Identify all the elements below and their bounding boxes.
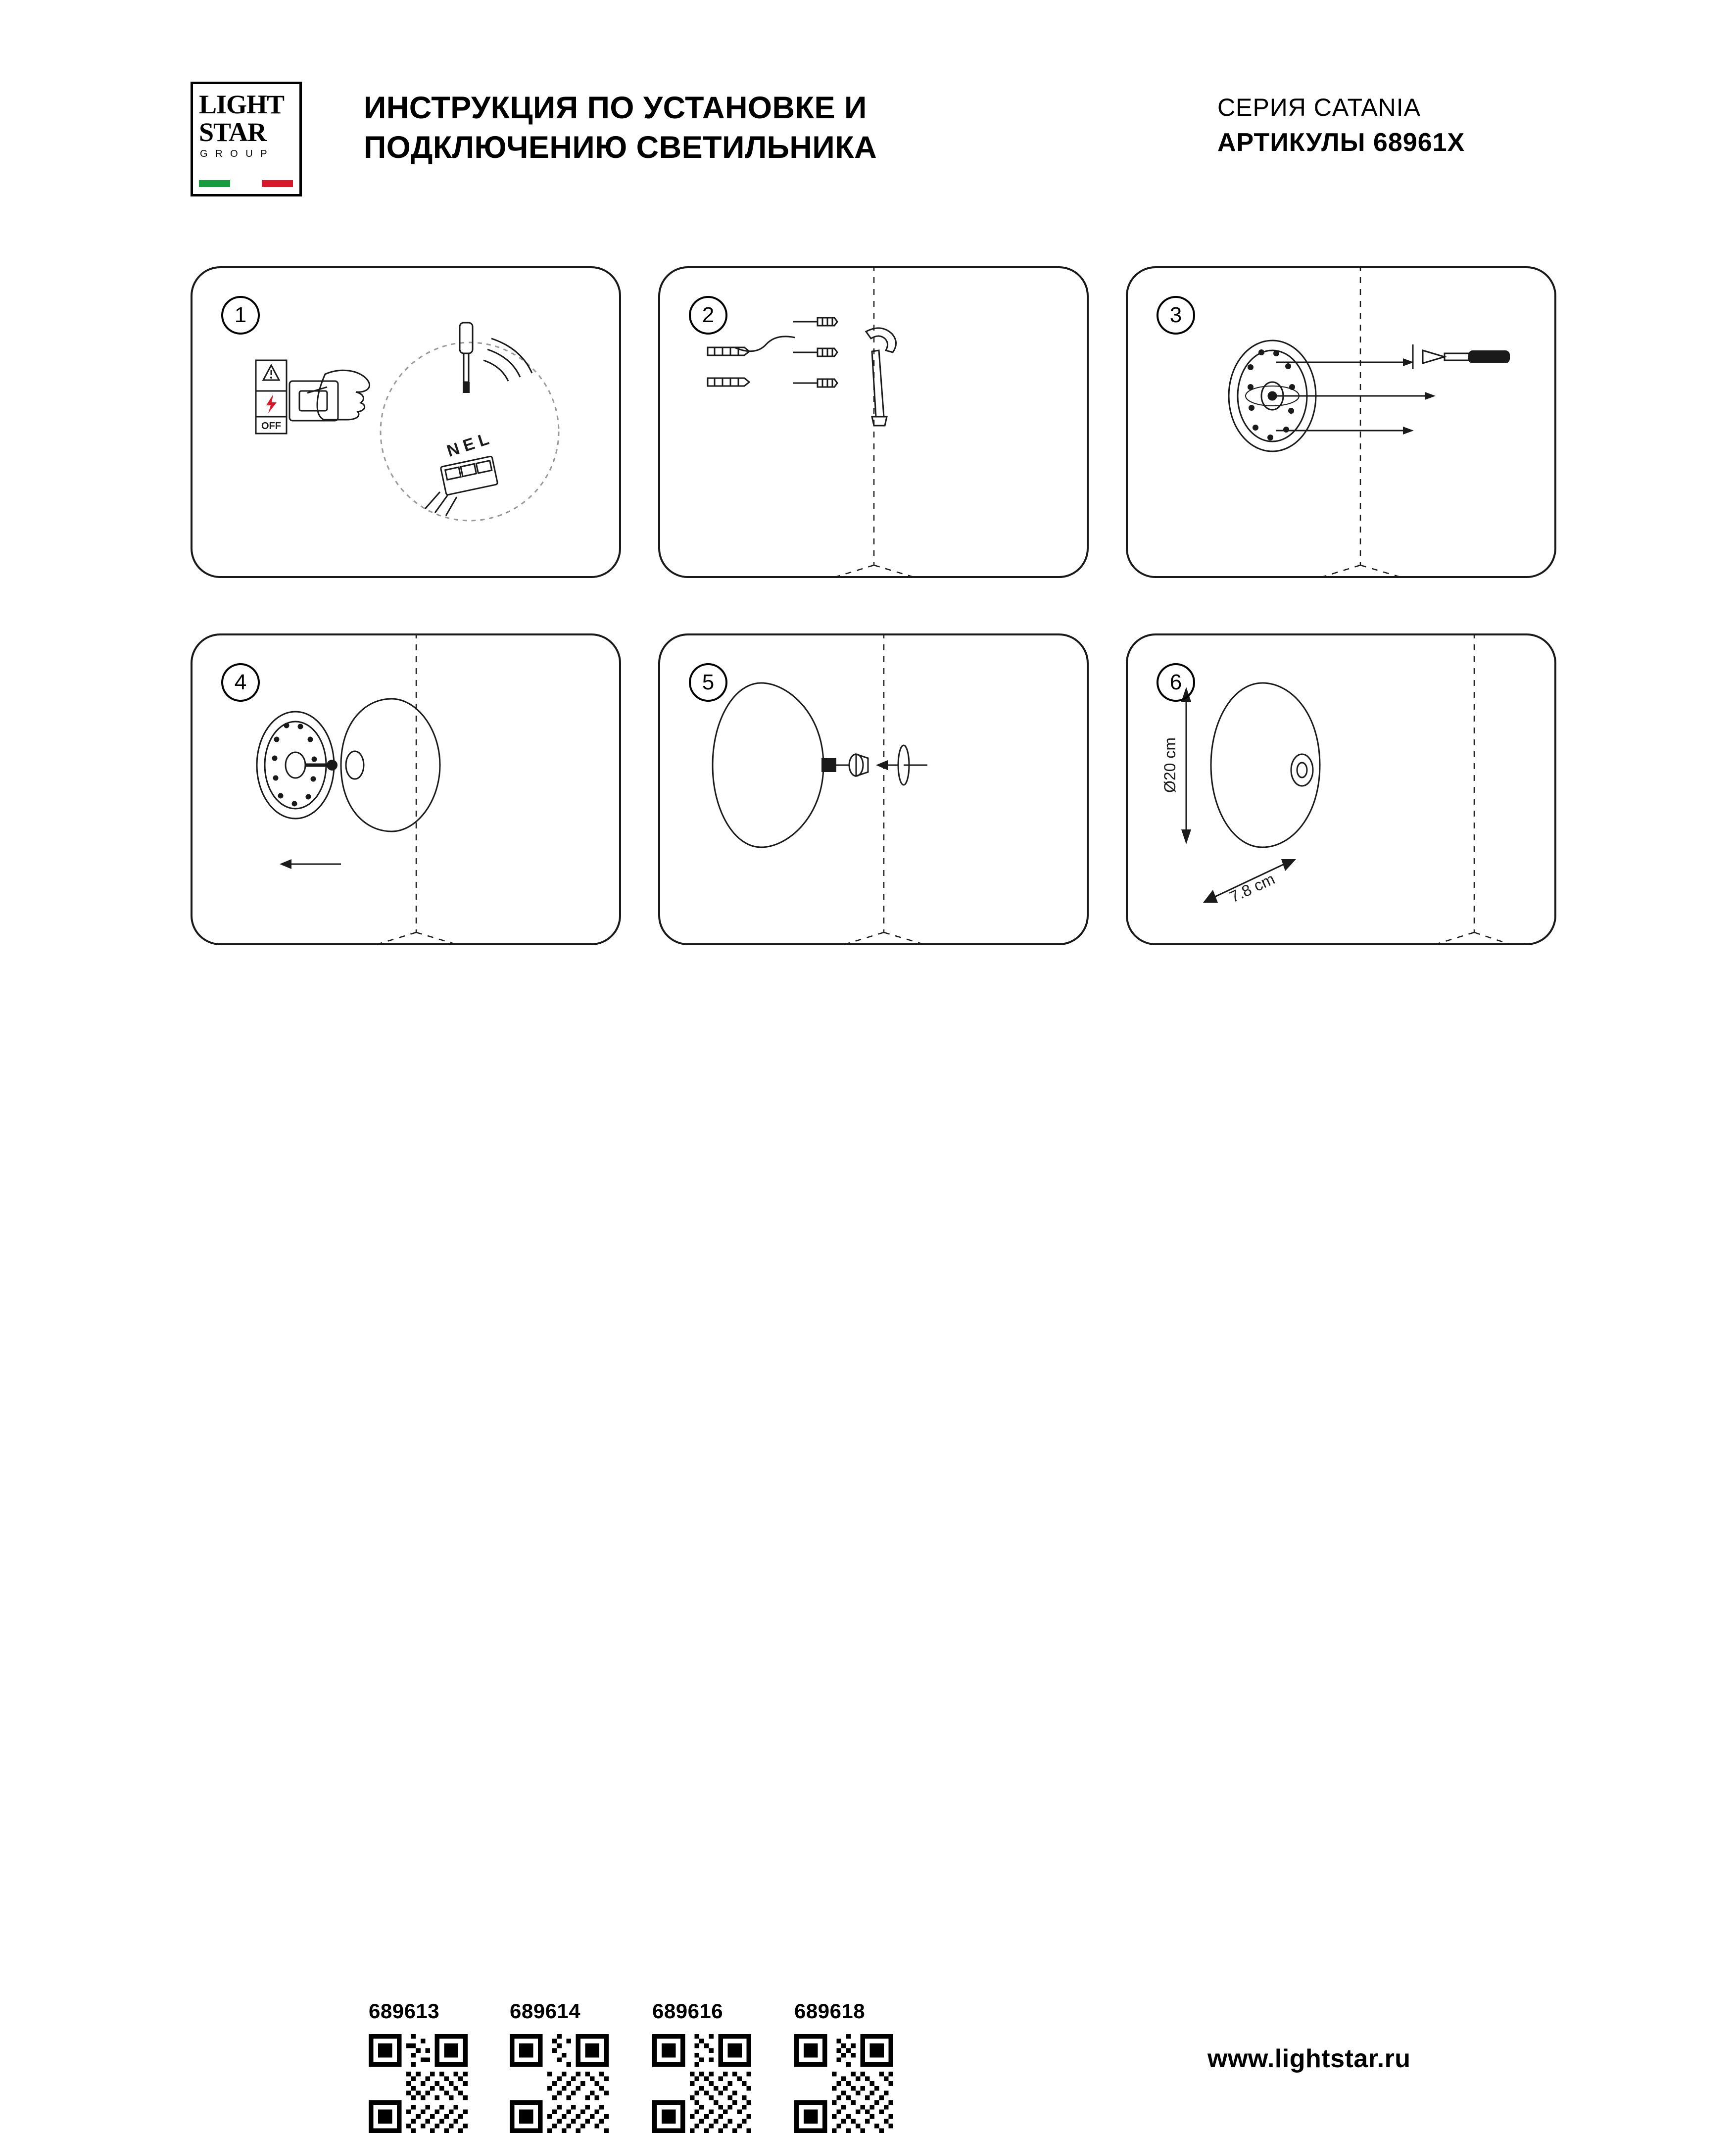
step-panel-1 bbox=[191, 266, 621, 578]
step-number-6: 6 bbox=[1157, 663, 1195, 702]
qr-item-3[interactable] bbox=[794, 1999, 893, 2133]
wall-corner-guide bbox=[744, 268, 1007, 578]
step-number-5: 5 bbox=[689, 663, 727, 702]
qr-item-0[interactable] bbox=[369, 1999, 468, 2133]
qr-code-icon[interactable] bbox=[369, 2034, 468, 2133]
logo-text-light: LIGHT bbox=[199, 90, 285, 119]
step-number-2: 2 bbox=[689, 296, 727, 335]
page-title: ИНСТРУКЦИЯ ПО УСТАНОВКЕ И ПОДКЛЮЧЕНИЮ СВЕТИЛЬНИКА bbox=[364, 91, 877, 165]
lamp-body-icon bbox=[713, 683, 836, 847]
qr-code-icon[interactable] bbox=[510, 2034, 609, 2133]
website-link[interactable]: www.lightstar.ru bbox=[1207, 2044, 1411, 2073]
qr-code-label: 689613 bbox=[369, 1999, 440, 2023]
series-info bbox=[1217, 90, 1663, 160]
qr-code-label: 689616 bbox=[652, 1999, 723, 2023]
logo-text-group: G R O U P bbox=[200, 148, 270, 159]
wall-corner-guide bbox=[1232, 268, 1494, 578]
finial-nut-icon bbox=[836, 754, 868, 776]
switch-hand-icon bbox=[289, 370, 370, 421]
dowel-icon-1 bbox=[708, 347, 749, 355]
step-number-4: 4 bbox=[221, 663, 260, 702]
detail-circle bbox=[381, 342, 559, 521]
screw-icon-1 bbox=[793, 318, 837, 326]
lamp-shade-icon bbox=[341, 699, 440, 831]
screwdriver-icon bbox=[460, 323, 473, 393]
brand-logo bbox=[191, 82, 302, 196]
articles-label: АРТИКУЛЫ 68961X bbox=[1217, 128, 1465, 157]
step-number-1: 1 bbox=[221, 296, 260, 335]
qr-item-2[interactable] bbox=[652, 1999, 751, 2133]
step-panel-6 bbox=[1126, 633, 1556, 945]
screw-icon-3 bbox=[793, 379, 837, 387]
terminal-labels: N E L bbox=[444, 430, 491, 461]
italian-flag-icon bbox=[199, 180, 293, 187]
step-panel-3 bbox=[1126, 266, 1556, 578]
wall-corner-guide bbox=[287, 635, 549, 945]
dowel-icon-2 bbox=[708, 378, 749, 386]
step-number-3: 3 bbox=[1157, 296, 1195, 335]
screwdriver-icon bbox=[1413, 344, 1510, 369]
step-panel-4 bbox=[191, 633, 621, 945]
page-header bbox=[0, 64, 1736, 213]
diameter-dimension bbox=[1181, 687, 1191, 844]
terminal-block-icon bbox=[425, 430, 498, 516]
warning-sign-icon bbox=[256, 360, 287, 434]
logo-text-star: STAR bbox=[199, 117, 267, 147]
depth-label: 7.8 cm bbox=[1227, 870, 1278, 906]
mounting-plate-icon bbox=[257, 712, 338, 819]
step-panel-2 bbox=[658, 266, 1089, 578]
diameter-label: Ø20 cm bbox=[1161, 737, 1179, 793]
series-label: СЕРИЯ CATANIA bbox=[1217, 94, 1421, 121]
qr-code-icon[interactable] bbox=[794, 2034, 893, 2133]
wall-corner-guide bbox=[754, 635, 1016, 945]
installed-lamp-icon bbox=[1211, 683, 1320, 847]
hammer-icon bbox=[866, 328, 896, 426]
page-footer bbox=[0, 995, 1736, 2073]
dowel-curve bbox=[734, 337, 795, 351]
assembly-direction-arrow bbox=[280, 859, 341, 869]
screw-icon-2 bbox=[793, 348, 837, 356]
qr-code-label: 689614 bbox=[510, 1999, 581, 2023]
qr-code-label: 689618 bbox=[794, 1999, 866, 2023]
step-panel-5 bbox=[658, 633, 1089, 945]
qr-item-1[interactable] bbox=[510, 1999, 609, 2133]
wall-corner-guide bbox=[1346, 635, 1556, 945]
qr-code-icon[interactable] bbox=[652, 2034, 751, 2133]
svg-text:OFF: OFF bbox=[261, 421, 281, 432]
